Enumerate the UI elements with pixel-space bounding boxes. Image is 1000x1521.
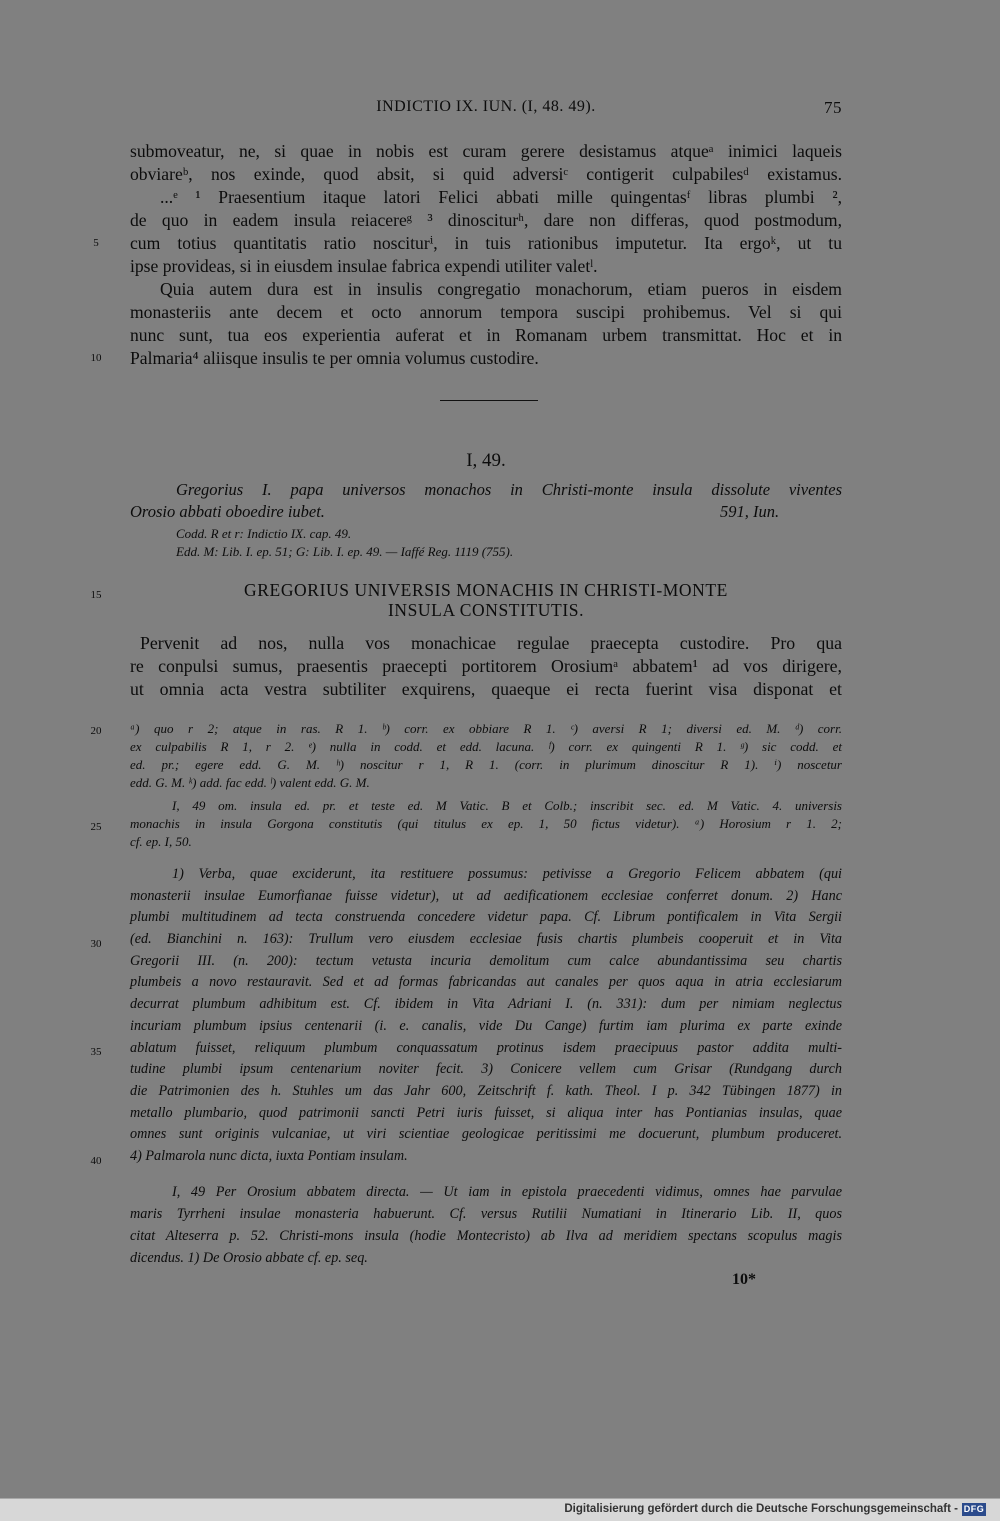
line-number: 25 <box>90 821 102 833</box>
body-line: cum totius quantitatis ratio nosciturⁱ, in tuis rationibus imputetur. Ita ergoᵏ, ut tu <box>130 233 842 253</box>
codices-line: Codd. R et r: Indictio IX. cap. 49. <box>176 526 352 541</box>
apparatus-line: monachis in insula Gorgona constitutis (qui titulus ex ep. 1, 50 fictus videtur). ᵃ) Horosium r 1. 2; <box>130 816 842 831</box>
note-line: plumbi multitudinem ad tecta construenda concedere videtur papa. Cf. Librum pontificalem in Vita Sergii <box>130 909 842 925</box>
letter-text-line: Pervenit ad nos, nulla vos monachicae regulae praecepta custodire. Pro qua <box>140 633 842 653</box>
note-line: plumbeis a novo restauravit. Sed et ad formas fabricandas aut canales per quos aqua in atria ecclesiarum <box>130 974 842 990</box>
editions-line: Edd. M: Lib. I. ep. 51; G: Lib. I. ep. 49. — Iaffé Reg. 1119 (755). <box>176 544 514 559</box>
body-line: monasteriis ante decem et octo annorum tempora suscipi prohibemus. Vel si qui <box>130 302 842 322</box>
apparatus-line: cf. ep. I, 50. <box>130 834 192 849</box>
section-divider <box>440 400 538 401</box>
apparatus-line: ed. pr.; egere edd. G. M. ʰ) noscitur r 1, R 1. (corr. in plurimum dinoscitur R 1). ⁱ) noscetur <box>130 757 842 772</box>
note-line: 1) Verba, quae exciderunt, ita restituere possumus: petivisse a Gregorio Felicem abbatem (qui <box>172 866 842 882</box>
body-line: Palmaria⁴ aliisque insulis te per omnia volumus custodire. <box>130 348 539 368</box>
note-line: (ed. Bianchini n. 163): Trullum vero eiusdem ecclesiae fusis chartis plumbeis cooperuit et in Vita <box>130 931 842 947</box>
body-line: ...ᵉ ¹ Praesentium itaque latori Felici abbati mille quingentasᶠ libras plumbi ², <box>160 187 842 207</box>
page-number: 75 <box>824 98 842 117</box>
letter-number: I, 49. <box>466 450 506 471</box>
body-line: Quia autem dura est in insulis congregatio monachorum, etiam pueros in eisdem <box>160 279 842 299</box>
signature-mark: 10* <box>732 1271 756 1288</box>
apparatus-line: ᵃ) quo r 2; atque in ras. R 1. ᵇ) corr. ex obbiare R 1. ᶜ) aversi R 1; diversi ed. M. ᵈ) corr. <box>130 721 842 736</box>
address-line: INSULA CONSTITUTIS. <box>387 600 585 620</box>
regest-date: 591, Iun. <box>720 502 780 521</box>
body-line: nunc sunt, tua eos experientia auferat et in Romanam urbem transmittat. Hoc et in <box>130 325 842 345</box>
note-line: ablatum fuisset, reliquum plumbum conquassatum protinus isdem praecipuus pastor addita multi- <box>130 1040 842 1056</box>
apparatus-line: I, 49 om. insula ed. pr. et teste ed. M Vatic. B et Colb.; inscribit sec. ed. M Vatic. 4. universis <box>172 798 842 813</box>
line-number: 35 <box>90 1046 102 1058</box>
letter-text-line: re conpulsi sumus, praesentis praecepti portitorem Orosiumᵃ abbatem¹ ad vos dirigere, <box>130 656 842 676</box>
note-line: metallo plumbario, quod patrimonii sancti Petri iuris fuisset, si aliqua inter has Pontianias insulas, quae <box>130 1105 842 1121</box>
note-line: maris Tyrrheni insulae monasteria habuerunt. Cf. versus Rutilii Numatiani in Itinerario Lib. II, quos <box>130 1206 842 1222</box>
funding-notice: Digitalisierung gefördert durch die Deutsche Forschungsgemeinschaft - <box>564 1503 958 1515</box>
note-line: 4) Palmarola nunc dicta, iuxta Pontiam insulam. <box>130 1148 408 1164</box>
apparatus-line: ex culpabilis R 1, r 2. ᵉ) nulla in codd. et edd. lacuna. ᶠ) corr. ex quingenti R 1. ᵍ) sic codd. et <box>130 739 842 754</box>
body-line: de quo in eadem insula reiacereᵍ ³ dinosciturʰ, dare non differas, quod postmodum, <box>130 210 842 230</box>
note-line: I, 49 Per Orosium abbatem directa. — Ut iam in epistola praecedenti vidimus, omnes hae parvulae <box>172 1184 842 1200</box>
running-head <box>130 98 842 124</box>
letter-text-line: ut omnia acta vestra subtiliter exquirens, quaeque ei recta fuerint visa disponat et <box>130 679 842 699</box>
note-line: die Patrimonien des h. Stuhles um das Jahr 600, Zeitschrift f. kath. Theol. I p. 342 Tübingen 1877) in <box>130 1083 842 1099</box>
note-line: Gregorii III. (n. 200): tectum vetusta incuria demolitum cum calce abundantissima seu chartis <box>130 953 842 969</box>
line-number: 40 <box>90 1155 102 1167</box>
note-line: decurrat plumbum adhibitum est. Cf. ibidem in Vita Adriani I. (n. 331): dum per nimiam neglectus <box>130 996 842 1012</box>
address-line: GREGORIUS UNIVERSIS MONACHIS IN CHRISTI-MONTE <box>244 580 728 600</box>
line-number: 15 <box>90 589 102 601</box>
note-line: tudine plumbi ipsum centenarium noviter fecit. 3) Conicere vellem cum Grisar (Rundgang durch <box>130 1061 842 1077</box>
line-number: 30 <box>90 938 102 950</box>
body-line: ipse provideas, si in eiusdem insulae fabrica expendi utiliter valetˡ. <box>130 256 598 276</box>
body-line: submoveatur, ne, si quae in nobis est curam gerere desistamus atqueᵃ inimici laqueis <box>130 141 842 161</box>
note-line: citat Alteserra p. 52. Christi-mons insula (hodie Montecristo) ab Ilva ad meridiem spectans scopulus magis <box>130 1228 842 1244</box>
line-number: 10 <box>90 352 102 364</box>
regest-line: Gregorius I. papa universos monachos in Christi-monte insula dissolute viventes <box>176 480 842 499</box>
dfg-logo: DFG <box>963 1504 985 1514</box>
body-line: obviareᵇ, nos exinde, quod absit, si quid adversiᶜ contigerit culpabilesᵈ existamus. <box>130 164 842 184</box>
note-line: dicendus. 1) De Orosio abbate cf. ep. seq. <box>130 1250 368 1266</box>
line-number: 20 <box>90 725 102 737</box>
digitization-footer <box>0 1498 1000 1521</box>
note-line: omnes sunt originis vulcaniae, ut viri scientiae geologicae peritissimi me docuerunt, plumbum produceret. <box>130 1126 842 1142</box>
note-line: incuriam plumbum ipsius centenarii (i. e. canalis, vide Du Cange) furtim iam plurima ex parte exinde <box>130 1018 842 1034</box>
regest-line: Orosio abbati oboedire iubet. <box>130 502 325 521</box>
line-number: 5 <box>93 237 99 249</box>
note-line: monasterii insulae Eumorfianae fuisse videtur), ut ad aedificationem ecclesiae conferret donum. 2) Hanc <box>130 888 842 904</box>
running-title: INDICTIO IX. IUN. (I, 48. 49). <box>376 98 596 115</box>
apparatus-line: edd. G. M. ᵏ) add. fac edd. ˡ) valent edd. G. M. <box>130 775 370 790</box>
